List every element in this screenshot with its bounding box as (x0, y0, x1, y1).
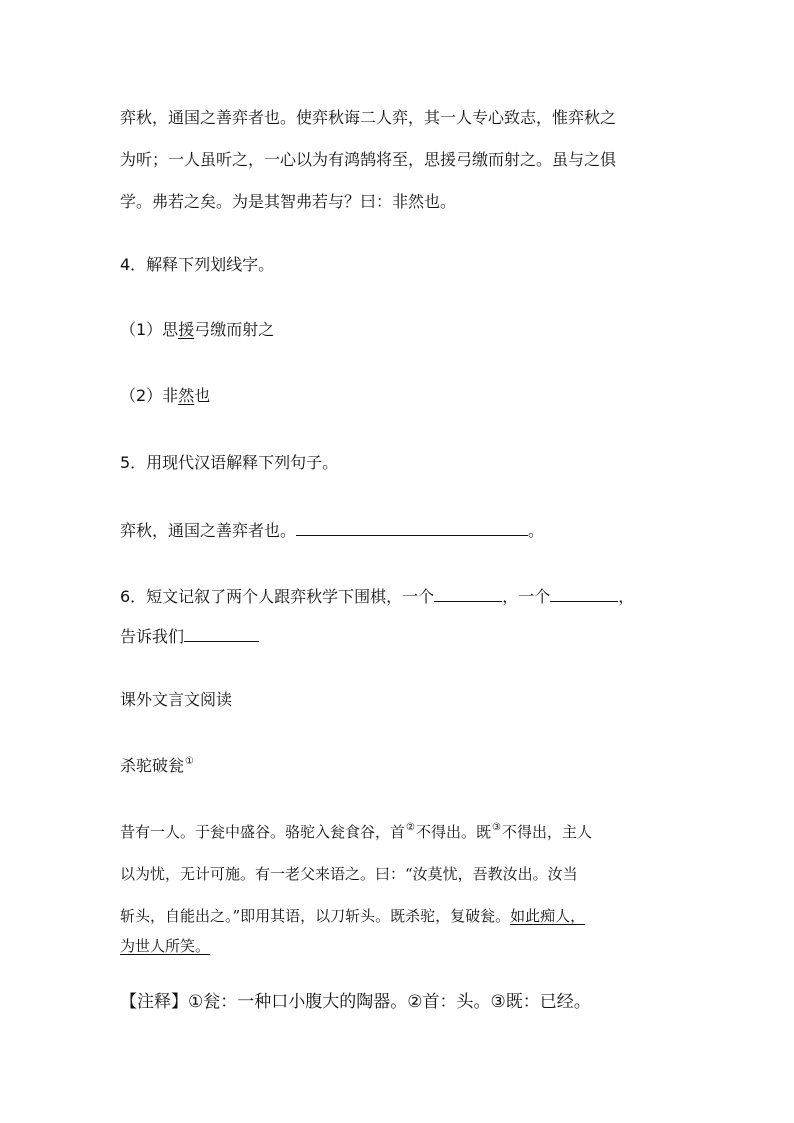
footnote-marker: ② (406, 822, 415, 833)
passage-line-3: 学。弗若之矣。为是其智弗若与？曰：非然也。 (120, 192, 457, 211)
question-4-item-2 (120, 386, 210, 406)
item-2-suffix: 也 (194, 386, 211, 405)
story-title-text: 杀驼破瓮 (120, 756, 185, 775)
story-line-2: 以为忧，无计可施。有一老父来语之。曰：“汝莫忧，吾教汝出。汝当 (120, 865, 578, 883)
question-5-end: 。 (528, 521, 545, 540)
question-6-line-1 (120, 585, 634, 607)
question-6-part-2: ，一个 (502, 587, 551, 606)
question-6-line-2 (120, 625, 259, 647)
question-6-part-1: 6．短文记叙了两个人跟弈秋学下围棋，一个 (120, 587, 435, 606)
story-underlined-sentence-start: 如此痴人， (510, 907, 586, 925)
story-line-1 (120, 822, 592, 845)
answer-blank[interactable] (184, 625, 259, 642)
question-5-sentence: 弈秋，通国之善弈者也。 (120, 521, 297, 540)
item-1-underlined-char: 援 (178, 320, 195, 339)
story-line-3 (120, 906, 585, 926)
passage-line-2: 为听；一人虽听之，一心以为有鸿鹄将至，思援弓缴而射之。虽与之俱 (120, 150, 617, 169)
footnote-marker: ③ (492, 822, 501, 833)
story-underlined-sentence-end: 为世人所笑。 (120, 937, 211, 955)
section-heading: 课外文言文阅读 (120, 690, 233, 709)
item-2-underlined-char: 然 (178, 386, 195, 405)
passage-line-1: 弈秋，通国之善弈者也。使弈秋诲二人弈，其一人专心致志，惟弈秋之 (120, 108, 617, 127)
story-line-1-b: 不得出。既 (415, 823, 491, 841)
question-4-item-1 (120, 320, 274, 340)
story-line-3-a: 斩头，自能出之。”即用其语，以刀斩头。既杀驼，复破瓮。 (120, 907, 511, 925)
question-5-prompt: 5．用现代汉语解释下列句子。 (120, 453, 339, 472)
story-line-4 (120, 936, 210, 956)
question-6-part-4: 告诉我们 (120, 627, 185, 646)
footnote-marker: ① (185, 756, 194, 767)
item-1-suffix: 弓缴而射之 (194, 320, 275, 339)
story-title (120, 756, 195, 779)
item-2-prefix: （2）非 (120, 386, 179, 405)
story-line-1-a: 昔有一人。于瓮中盛谷。骆驼入瓮食谷，首 (120, 823, 406, 841)
question-4-prompt: 4．解释下列划线字。 (120, 255, 275, 274)
answer-blank[interactable] (296, 519, 528, 536)
annotation-notes: 【注释】①瓮：一种口小腹大的陶器。②首：头。③既：已经。 (120, 992, 591, 1012)
story-line-1-c: 不得出，主人 (501, 823, 592, 841)
answer-blank[interactable] (434, 585, 502, 602)
question-5-sentence-line (120, 519, 544, 541)
item-1-prefix: （1）思 (120, 320, 179, 339)
question-6-part-3: ， (618, 587, 635, 606)
answer-blank[interactable] (550, 585, 618, 602)
